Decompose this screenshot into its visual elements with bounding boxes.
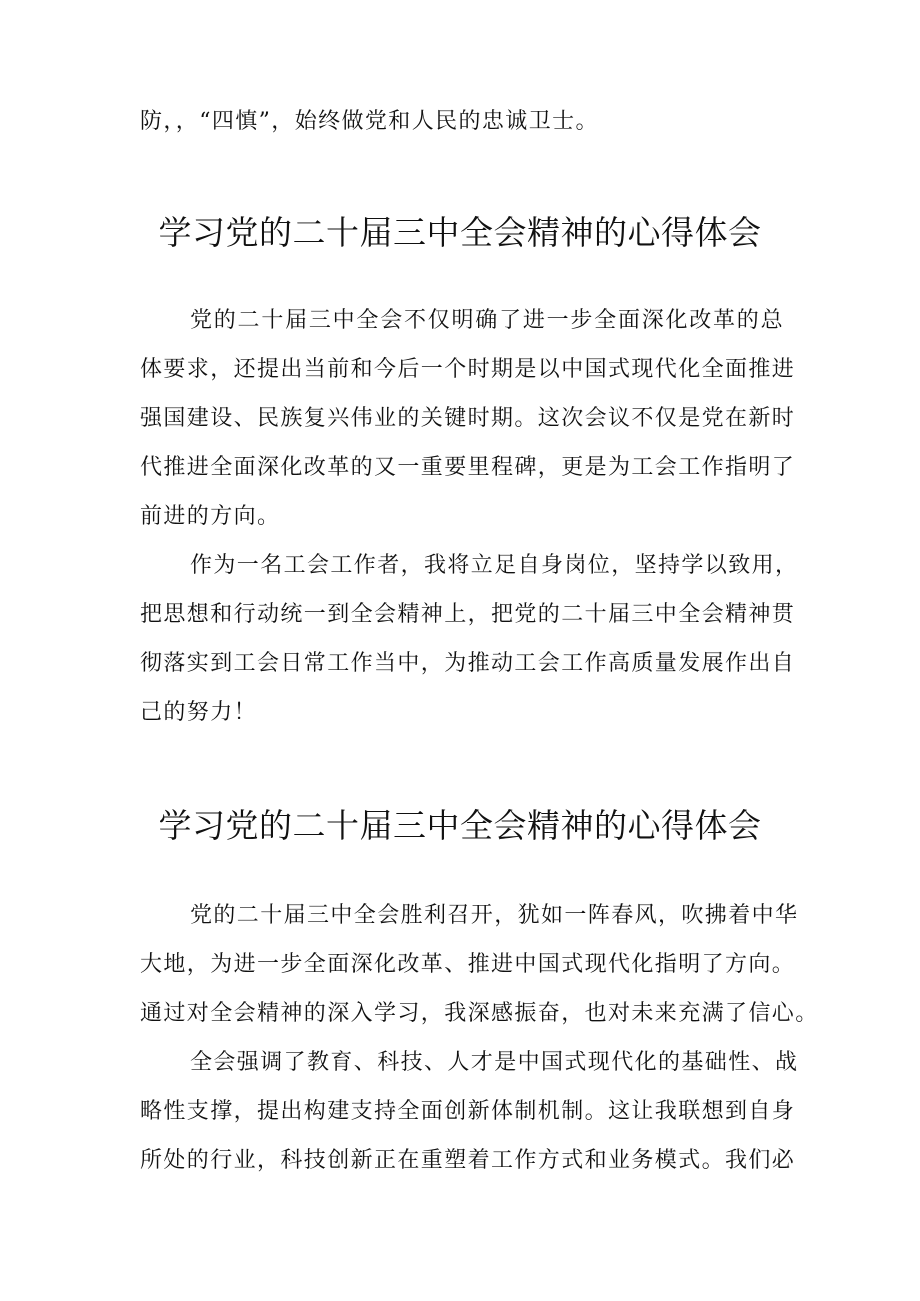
section-1-title: 学习党的二十届三中全会精神的心得体会 [158, 213, 762, 252]
section-1-paragraph-2-line-3: 彻落实到工会日常工作当中，为推动工会工作高质量发展作出自 [140, 651, 796, 676]
intro-text-line: 防，，“四慎”，始终做党和人民的忠诚卫士。 [140, 109, 599, 134]
section-1-paragraph-2-line-2: 把思想和行动统一到全会精神上，把党的二十届三中全会精神贯 [140, 602, 796, 627]
section-1-paragraph-1-line-5: 前进的方向。 [140, 504, 281, 529]
section-2-paragraph-1-line-3: 通过对全会精神的深入学习，我深感振奋，也对未来充满了信心。 [140, 1001, 819, 1026]
section-2-paragraph-1-line-1: 党的二十届三中全会胜利召开，犹如一阵春风，吹拂着中华 [190, 903, 799, 928]
section-2-paragraph-1-line-2: 大地，为进一步全面深化改革、推进中国式现代化指明了方向。 [140, 952, 796, 977]
section-2-paragraph-2-line-3: 所处的行业，科技创新正在重塑着工作方式和业务模式。我们必 [140, 1148, 796, 1173]
section-1-paragraph-1-line-4: 代推进全面深化改革的又一重要里程碑，更是为工会工作指明了 [140, 455, 796, 480]
section-1-paragraph-2-line-1: 作为一名工会工作者，我将立足自身岗位，坚持学以致用， [190, 553, 799, 578]
section-2-paragraph-2-line-2: 略性支撑，提出构建支持全面创新体制机制。这让我联想到自身 [140, 1099, 796, 1124]
section-1-paragraph-1-line-3: 强国建设、民族复兴伟业的关键时期。这次会议不仅是党在新时 [140, 406, 796, 431]
section-1-paragraph-1-line-2: 体要求，还提出当前和今后一个时期是以中国式现代化全面推进 [140, 357, 796, 382]
section-2-title: 学习党的二十届三中全会精神的心得体会 [158, 806, 762, 845]
section-1-paragraph-2-line-4: 己的努力！ [140, 700, 258, 725]
section-2-paragraph-2-line-1: 全会强调了教育、科技、人才是中国式现代化的基础性、战 [190, 1050, 799, 1075]
section-1-paragraph-1-line-1: 党的二十届三中全会不仅明确了进一步全面深化改革的总 [190, 308, 784, 333]
